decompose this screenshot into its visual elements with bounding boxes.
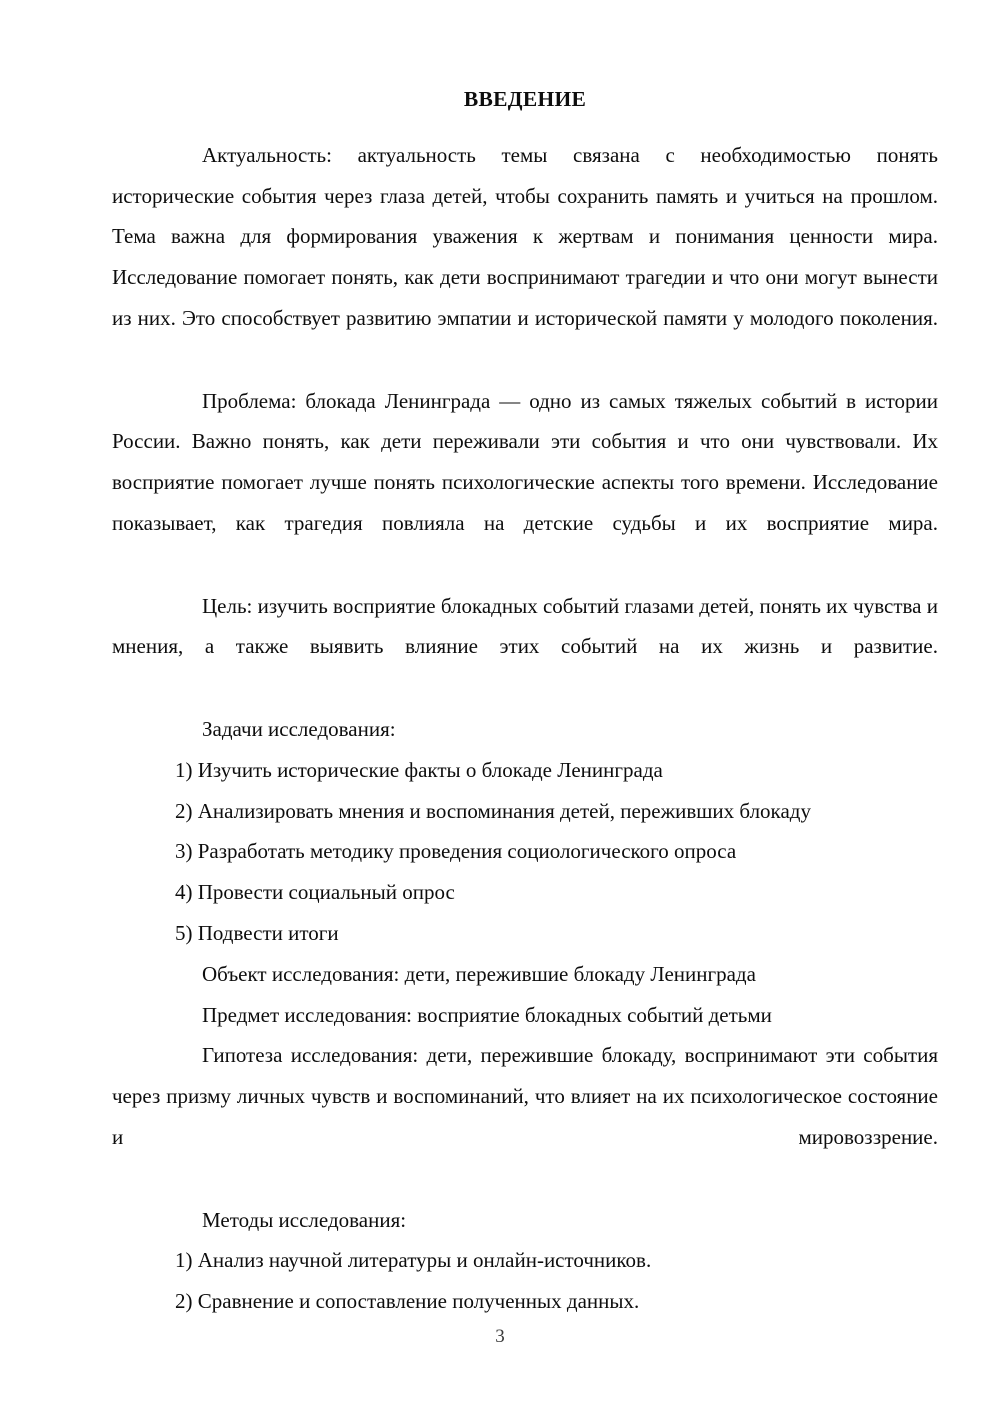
methods-list (112, 1240, 938, 1322)
list-item: 2) Анализировать мнения и воспоминания детей, переживших блокаду (175, 798, 811, 823)
paragraph-hypothesis: Гипотеза исследования: дети, пережившие блокаду, воспринимают эти события через призму личных чувств и воспоминаний, что влияет на их психологическое состояние и мировоззрение. (112, 1043, 938, 1149)
list-item: 3) Разработать методику проведения социологического опроса (175, 839, 737, 864)
list-item: 2) Сравнение и сопоставление полученных данных. (175, 1289, 640, 1314)
list-item: 5) Подвести итоги (175, 921, 339, 946)
document-body (112, 86, 938, 1322)
paragraph-problem: Проблема: блокада Ленинграда — одно из самых тяжелых событий в истории России. Важно понять, как дети переживали эти события и что они чувствовали. Их восприятие помогает лучше понять психологические аспекты того времени. Исследование показывает, как трагедия повлияла на детские судьбы и их восприятие мира. (112, 388, 938, 536)
list-item: 1) Анализ научной литературы и онлайн-источников. (175, 1248, 652, 1273)
tasks-list (112, 750, 938, 954)
tasks-heading: Задачи исследования: (202, 717, 396, 742)
paragraph-subject: Предмет исследования: восприятие блокадных событий детьми (202, 1002, 772, 1027)
list-item: 4) Провести социальный опрос (175, 880, 455, 905)
paragraph-goal: Цель: изучить восприятие блокадных событий глазами детей, понять их чувства и мнения, а также выявить влияние этих событий на их жизнь и развитие. (112, 593, 938, 659)
list-item: 1) Изучить исторические факты о блокаде Ленинграда (175, 757, 663, 782)
paragraph-relevance: Актуальность: актуальность темы связана с необходимостью понять исторические события через глаза детей, чтобы сохранить память и учиться на прошлом. Тема важна для формирования уважения к жертвам и понимания ценности мира. Исследование помогает понять, как дети воспринимают трагедии и что они могут вынести из них. Это способствует развитию эмпатии и исторической памяти у молодого поколения. (112, 142, 938, 331)
page-title: ВВЕДЕНИЕ (463, 87, 587, 111)
page-number: 3 (495, 1326, 505, 1347)
methods-heading: Методы исследования: (202, 1207, 407, 1232)
paragraph-object: Объект исследования: дети, пережившие блокаду Ленинграда (202, 961, 756, 986)
